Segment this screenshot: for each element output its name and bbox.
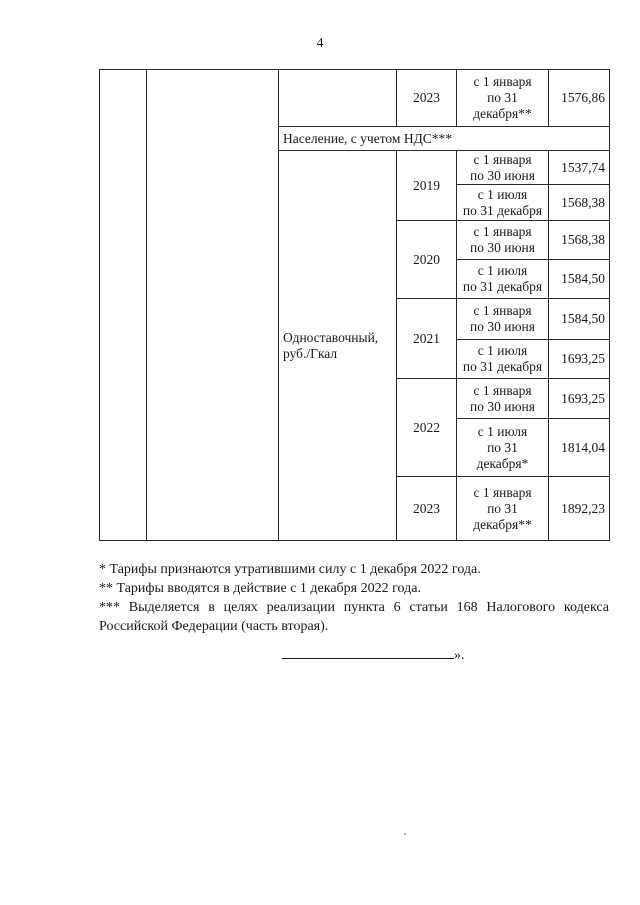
period-line: по 31 xyxy=(487,439,518,455)
period-line: по 31 xyxy=(487,90,518,105)
period-line: с 1 июля xyxy=(477,186,528,202)
period-line: с 1 января xyxy=(473,484,532,500)
period-line: декабря** xyxy=(473,106,532,121)
value-cell: 1576,86 xyxy=(549,70,610,127)
period-line: по 30 июня xyxy=(470,240,535,255)
tariff-type-line: Одноставочный, xyxy=(283,329,379,345)
value-cell: 1584,50 xyxy=(549,260,610,299)
tariff-type-line: руб./Гкал xyxy=(283,345,338,361)
period-line: с 1 января xyxy=(473,151,532,167)
value-cell: 1693,25 xyxy=(549,379,610,419)
consumer-group-header: Население, с учетом НДС*** xyxy=(279,127,610,151)
period-cell xyxy=(457,340,549,379)
period-line: с 1 января xyxy=(473,224,532,239)
tariff-type-cell xyxy=(279,151,397,541)
value-cell: 1537,74 xyxy=(549,151,610,185)
value-cell: 1584,50 xyxy=(549,299,610,340)
table-row xyxy=(100,70,610,127)
footnote: ** Тарифы вводятся в действие с 1 декабря 2022 года. xyxy=(99,581,421,596)
year-cell: 2023 xyxy=(397,70,457,127)
page-number: 4 xyxy=(316,36,324,51)
period-line: декабря** xyxy=(473,516,532,532)
year-cell: 2023 xyxy=(397,477,457,541)
footnotes xyxy=(99,560,609,636)
period-cell xyxy=(457,185,549,221)
year-cell: 2021 xyxy=(397,299,457,379)
footnote: * Тарифы признаются утратившими силу с 1 декабря 2022 года. xyxy=(99,562,481,577)
underline-rule xyxy=(282,657,454,659)
value-cell: 1693,25 xyxy=(549,340,610,379)
period-line: по 31 декабря xyxy=(462,359,543,374)
period-line: по 31 декабря xyxy=(462,279,543,294)
empty-tariff-cell xyxy=(279,70,397,127)
empty-name-cell xyxy=(147,70,279,541)
period-line: с 1 июля xyxy=(477,423,528,439)
period-line: с 1 января xyxy=(473,303,532,318)
scan-speck xyxy=(404,833,406,835)
closing-mark: ». xyxy=(454,648,465,663)
empty-number-cell xyxy=(100,70,147,541)
tariff-table xyxy=(99,69,610,541)
period-line: по 30 июня xyxy=(470,167,535,183)
period-line: с 1 января xyxy=(473,382,532,398)
period-line: по 31 xyxy=(487,500,518,516)
value-cell: 1568,38 xyxy=(549,221,610,260)
period-cell xyxy=(457,221,549,260)
period-cell xyxy=(457,419,549,477)
period-cell xyxy=(457,379,549,419)
period-cell xyxy=(457,70,549,127)
period-line: с 1 января xyxy=(473,74,532,89)
closing-line xyxy=(282,648,465,664)
value-cell: 1892,23 xyxy=(549,477,610,541)
period-line: по 31 декабря xyxy=(462,202,543,218)
year-cell: 2022 xyxy=(397,379,457,477)
period-line: с 1 июля xyxy=(477,343,528,358)
period-cell xyxy=(457,260,549,299)
year-cell: 2019 xyxy=(397,151,457,221)
period-line: декабря* xyxy=(476,455,529,471)
period-line: по 30 июня xyxy=(470,319,535,334)
footnote: *** Выделяется в целях реализации пункта 6 статьи 168 Налогового кодекса Российской Федерации (часть вторая). xyxy=(99,600,609,634)
value-cell: 1568,38 xyxy=(549,185,610,221)
value-cell: 1814,04 xyxy=(549,419,610,477)
year-cell: 2020 xyxy=(397,221,457,299)
period-line: по 30 июня xyxy=(470,398,535,414)
period-line: с 1 июля xyxy=(477,263,528,278)
period-cell xyxy=(457,299,549,340)
period-cell xyxy=(457,477,549,541)
period-cell xyxy=(457,151,549,185)
